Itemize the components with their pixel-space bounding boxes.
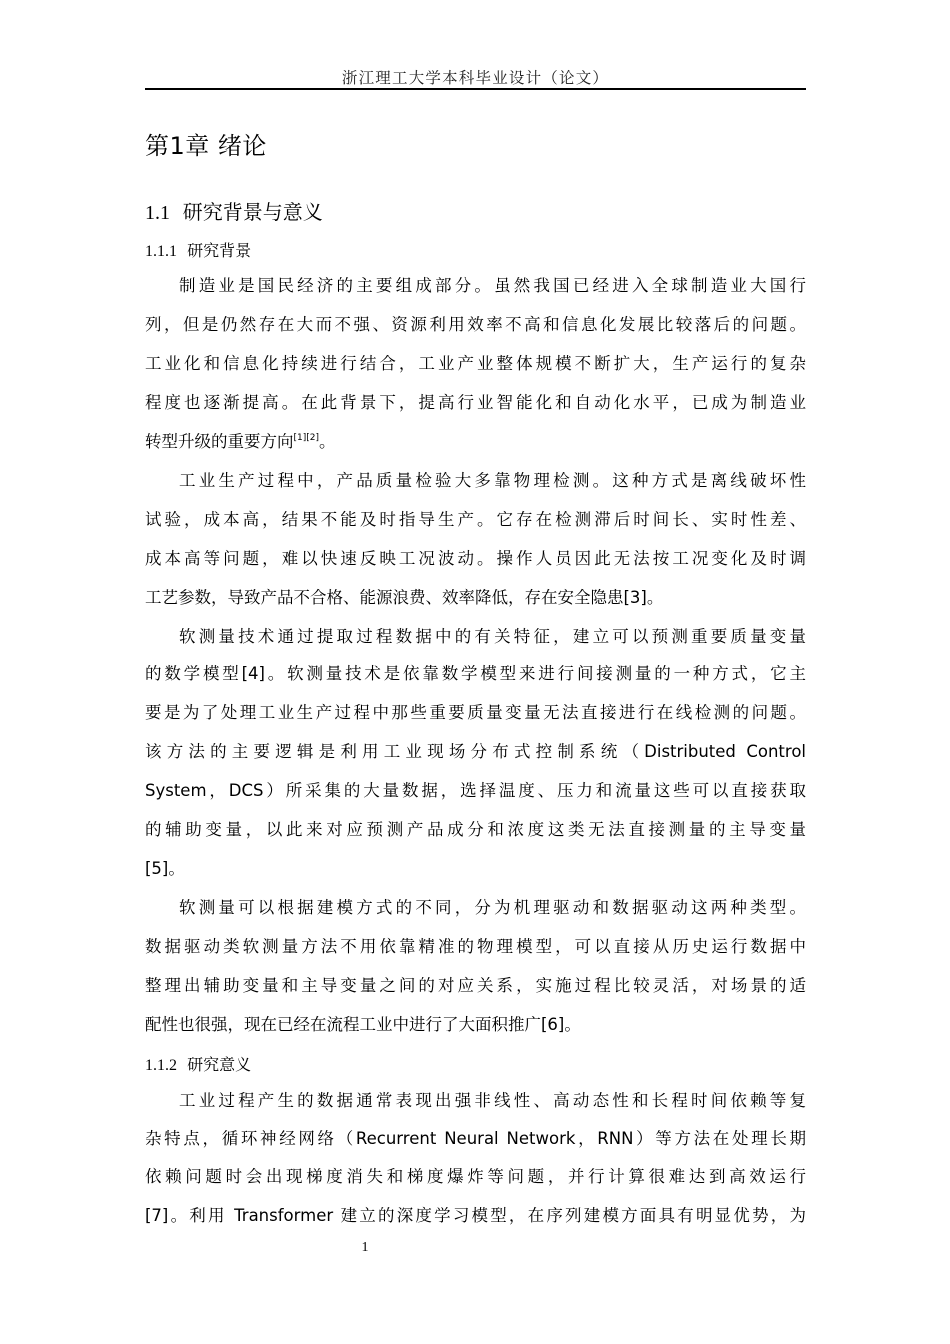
paragraph-line: [145, 430, 806, 454]
paragraph-line: 依赖问题时会出现梯度消失和梯度爆炸等问题，并行计算很难达到高效运行: [145, 1167, 806, 1186]
paragraph-line: 数据驱动类软测量方法不用依靠精准的物理模型，可以直接从历史运行数据中: [145, 937, 806, 956]
paragraph-line: 成本高等问题，难以快速反映工况波动。操作人员因此无法按工况变化及时调: [145, 549, 806, 568]
subsection-title: 研究背景: [187, 241, 252, 260]
text-run: 转型升级的重要方向: [145, 432, 294, 451]
paragraph-line: 杂特点，循环神经网络（Recurrent Neural Network，RNN）等方法在处理长期: [145, 1129, 806, 1148]
paragraph-line: 要是为了处理工业生产过程中那些重要质量变量无法直接进行在线检测的问题。: [145, 703, 806, 722]
paragraph-line: [5]。: [145, 859, 185, 878]
paragraph-line: 的数学模型[4]。软测量技术是依靠数学模型来进行间接测量的一种方式，它主: [145, 664, 806, 683]
paragraph-line: 列，但是仍然存在大而不强、资源利用效率不高和信息化发展比较落后的问题。: [145, 315, 806, 334]
paragraph-line: [7]。利用 Transformer 建立的深度学习模型，在序列建模方面具有明显优势，为: [145, 1206, 806, 1225]
paragraph-line: 制造业是国民经济的主要组成部分。虽然我国已经进入全球制造业大国行: [179, 276, 806, 295]
subsection-number: 1.1.2: [145, 1057, 177, 1074]
paragraph-line: 工业化和信息化持续进行结合，工业产业整体规模不断扩大，生产运行的复杂: [145, 354, 806, 373]
section-title: 研究背景与意义: [182, 200, 323, 224]
page-number: 1: [361, 1240, 369, 1255]
header-rule: [145, 88, 806, 90]
paragraph-line: 的辅助变量，以此来对应预测产品成分和浓度这类无法直接测量的主导变量: [145, 820, 806, 839]
subsection-title: 研究意义: [187, 1055, 252, 1074]
paragraph-line: 程度也逐渐提高。在此背景下，提高行业智能化和自动化水平，已成为制造业: [145, 393, 806, 412]
citation-ref: [1][2]: [293, 433, 319, 443]
subsection-heading-1: [145, 238, 251, 261]
paragraph-line: 工业过程产生的数据通常表现出强非线性、高动态性和长程时间依赖等复: [179, 1091, 806, 1110]
paragraph-line: 整理出辅助变量和主导变量之间的对应关系，实施过程比较灵活，对场景的适: [145, 976, 806, 995]
paragraph-line: 试验，成本高，结果不能及时指导生产。它存在检测滞后时间长、实时性差、: [145, 510, 806, 529]
subsection-heading-2: [145, 1052, 251, 1075]
paragraph-line: 该方法的主要逻辑是利用工业现场分布式控制系统（Distributed Control: [145, 742, 806, 761]
paragraph-line: 软测量技术通过提取过程数据中的有关特征，建立可以预测重要质量变量: [179, 627, 806, 646]
section-number: 1.1: [145, 202, 170, 224]
section-heading: [145, 196, 323, 225]
paragraph-line: 配性也很强，现在已经在流程工业中进行了大面积推广[6]。: [145, 1015, 581, 1034]
paragraph-line: 软测量可以根据建模方式的不同，分为机理驱动和数据驱动这两种类型。: [179, 898, 806, 917]
paragraph-line: 工艺参数，导致产品不合格、能源浪费、效率降低，存在安全隐患[3]。: [145, 588, 664, 607]
paragraph-line: 工业生产过程中，产品质量检验大多靠物理检测。这种方式是离线破坏性: [179, 471, 806, 490]
subsection-number: 1.1.1: [145, 243, 177, 260]
text-run: 。: [319, 432, 336, 451]
paragraph-line: System，DCS）所采集的大量数据，选择温度、压力和流量这些可以直接获取: [145, 781, 806, 800]
chapter-title: 第1章 绪论: [145, 132, 267, 160]
running-header: 浙江理工大学本科毕业设计（论文）: [341, 69, 610, 87]
